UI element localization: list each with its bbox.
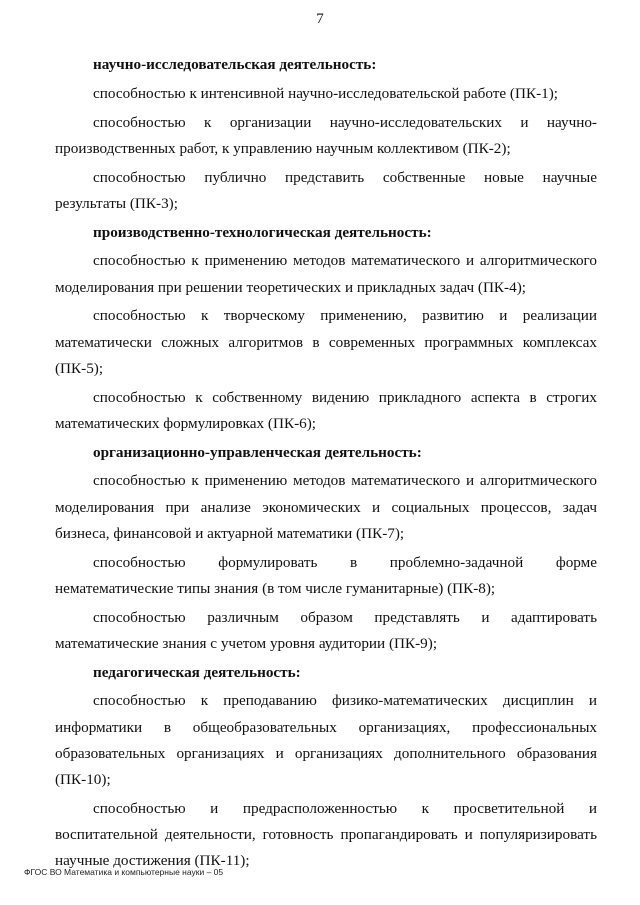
competency-pk-11: способностью и предрасположенностью к просветительной и воспитательной деятельности, готовность пропагандировать и популяризировать научные достижения (ПК-11);: [55, 799, 597, 870]
competency-pk-4: способностью к применению методов математического и алгоритмического моделирования при решении теоретических и прикладных задач (ПК-4);: [55, 252, 597, 296]
section-heading-management: организационно-управленческая деятельность:: [93, 443, 422, 461]
competency-pk-9: способностью различным образом представлять и адаптировать математические знания с учетом уровня аудитории (ПК-9);: [55, 608, 597, 652]
document-body: [55, 52, 597, 874]
section-heading-research: научно-исследовательская деятельность:: [93, 56, 377, 73]
competency-pk-10: способностью к преподаванию физико-математических дисциплин и информатики в общеобразовательных организациях, профессиональных образовательных организациях и организациях дополнительного образования (ПК-10);: [55, 692, 597, 788]
competency-pk-6: способностью к собственному видению прикладного аспекта в строгих математических формулировках (ПК-6);: [55, 388, 597, 432]
competency-pk-5: способностью к творческому применению, развитию и реализации математически сложных алгоритмов в современных программных комплексах (ПК-5);: [55, 307, 597, 377]
competency-pk-1: способностью к интенсивной научно-исследовательской работе (ПК-1);: [93, 84, 559, 102]
competency-pk-3: способностью публично представить собственные новые научные результаты (ПК-3);: [55, 168, 597, 212]
competency-pk-2: способностью к организации научно-исследовательских и научно-производственных работ, к управлению научным коллективом (ПК-2);: [55, 113, 597, 157]
document-footer: ФГОС ВО Математика и компьютерные науки – 05: [24, 867, 224, 877]
section-heading-pedagogical: педагогическая деятельность:: [93, 663, 301, 681]
competency-pk-8: способностью формулировать в проблемно-задачной форме нематематические типы знания (в том числе гуманитарные) (ПК-8);: [55, 553, 597, 597]
page-number: 7: [316, 11, 324, 27]
competency-pk-7: способностью к применению методов математического и алгоритмического моделирования при анализе экономических и социальных процессов, задач бизнеса, финансовой и актуарной математики (ПК-7);: [55, 472, 597, 542]
section-heading-production: производственно-технологическая деятельность:: [93, 223, 432, 241]
